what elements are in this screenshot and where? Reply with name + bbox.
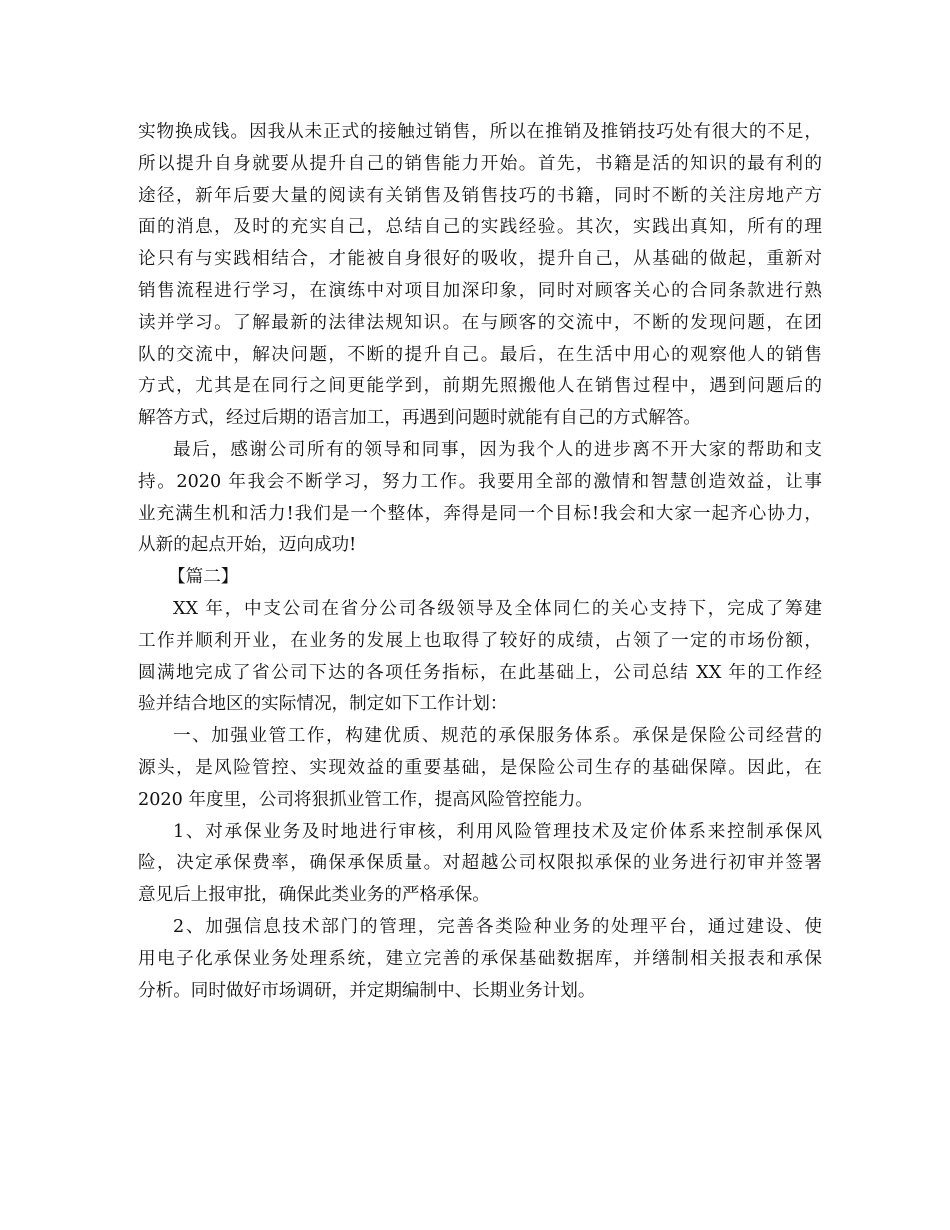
text-line: 从新的起点开始，迈向成功! (138, 535, 357, 556)
paragraph (138, 912, 822, 1007)
text-line: 方式，尤其是在同行之间更能学到，前期先照搬他人在销售过程中，遇到问题后的 (138, 376, 822, 397)
paragraph (138, 117, 822, 435)
document-body (138, 117, 822, 1007)
text-line: 读并学习。了解最新的法律法规知识。在与顾客的交流中，不断的发现问题，在团 (138, 312, 822, 333)
text-line: 意见后上报审批，确保此类业务的严格承保。 (138, 885, 490, 906)
section-heading-text: 【篇二】 (168, 567, 239, 588)
text-line: 途径，新年后要大量的阅读有关销售及销售技巧的书籍，同时不断的关注房地产方 (138, 185, 822, 206)
text-line: 一、加强业管工作，构建优质、规范的承保服务体系。承保是保险公司经营的 (173, 726, 822, 747)
text-line: 队的交流中，解决问题，不断的提升自己。最后，在生活中用心的观察他人的销售 (138, 344, 822, 365)
text-line: 险，决定承保费率，确保承保质量。对超越公司权限拟承保的业务进行初审并签署 (138, 853, 822, 874)
text-line: 论只有与实践相结合，才能被自身很好的吸收，提升自己，从基础的做起，重新对 (138, 249, 822, 270)
text-line: 2020 年度里，公司将狠抓业管工作，提高风险管控能力。 (138, 789, 594, 810)
text-line: 工作并顺利开业，在业务的发展上也取得了较好的成绩，占领了一定的市场份额， (138, 630, 822, 651)
text-line: 1、对承保业务及时地进行审核，利用风险管理技术及定价体系来控制承保风 (173, 821, 822, 842)
text-line: 解答方式，经过后期的语言加工，再遇到问题时就能有自己的方式解答。 (138, 408, 702, 429)
text-line: 面的消息，及时的充实自己，总结自己的实践经验。其次，实践出真知，所有的理 (138, 217, 822, 238)
section-heading (138, 562, 822, 594)
text-line: 持。2020 年我会不断学习，努力工作。我要用全部的激情和智慧创造效益，让事 (138, 471, 822, 492)
paragraph (138, 594, 822, 721)
text-line: 2、加强信息技术部门的管理，完善各类险种业务的处理平台，通过建设、使 (173, 916, 822, 937)
text-line: 最后，感谢公司所有的领导和同事，因为我个人的进步离不开大家的帮助和支 (173, 439, 822, 460)
text-line: 业充满生机和活力!我们是一个整体，奔得是同一个目标!我会和大家一起齐心协力， (138, 503, 822, 524)
text-line: 用电子化承保业务处理系统，建立完善的承保基础数据库，并缮制相关报表和承保 (138, 948, 822, 969)
text-line: 所以提升自身就要从提升自己的销售能力开始。首先，书籍是活的知识的最有利的 (138, 153, 822, 174)
text-line: XX 年，中支公司在省分公司各级领导及全体同仁的关心支持下，完成了筹建 (173, 598, 822, 619)
paragraph (138, 721, 822, 816)
text-line: 实物换成钱。因我从未正式的接触过销售，所以在推销及推销技巧处有很大的不足， (138, 122, 822, 142)
text-line: 分析。同时做好市场调研，并定期编制中、长期业务计划。 (138, 980, 596, 1001)
paragraph (138, 817, 822, 912)
paragraph (138, 435, 822, 562)
text-line: 源头，是风险管控、实现效益的重要基础，是保险公司生存的基础保障。因此，在 (138, 757, 822, 778)
text-line: 验并结合地区的实际情况，制定如下工作计划： (138, 694, 508, 715)
text-line: 销售流程进行学习，在演练中对项目加深印象，同时对顾客关心的合同条款进行熟 (138, 280, 822, 301)
text-line: 圆满地完成了省公司下达的各项任务指标，在此基础上，公司总结 XX 年的工作经 (138, 662, 822, 683)
